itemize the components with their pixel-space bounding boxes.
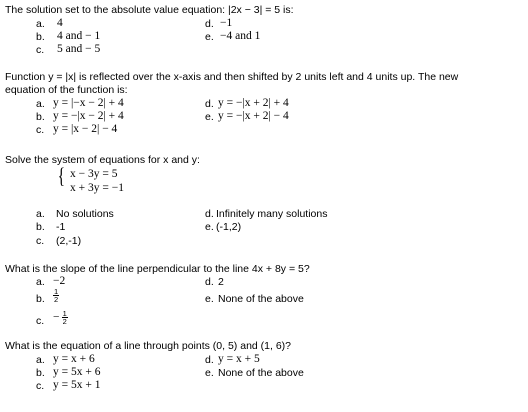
question-1-text: The solution set to the absolute value equation: |2x − 3| = 5 is:	[5, 4, 294, 16]
q4-option-b-fraction	[53, 288, 59, 303]
system-brace: {	[57, 163, 65, 188]
q1-option-a: 4	[57, 17, 63, 29]
question-2-text-line-1: Function y = |x| is reflected over the x-axis and then shifted by 2 units left and 4 units up. The new	[5, 71, 459, 83]
q4-option-a: −2	[53, 275, 66, 287]
q5-option-b: y = 5x + 6	[53, 366, 101, 378]
q4-option-c	[53, 310, 68, 325]
q4-option-c-letter: c.	[36, 315, 45, 327]
q4-option-c-numerator: 1	[62, 309, 67, 318]
q1-option-c-letter: c.	[36, 44, 45, 56]
q1-option-b-letter: b.	[36, 31, 45, 43]
q3-option-c-letter: c.	[36, 235, 45, 247]
q5-option-e-letter: e.	[205, 367, 214, 379]
q5-option-c-letter: c.	[36, 380, 45, 392]
q3-option-a: No solutions	[56, 208, 114, 220]
q2-option-b: y = −|x − 2| + 4	[53, 110, 124, 122]
q3-option-b-letter: b.	[36, 221, 45, 233]
q4-option-b-letter: b.	[36, 293, 45, 305]
q4-option-b-numerator: 1	[54, 287, 59, 296]
q2-option-a-letter: a.	[36, 98, 45, 110]
q5-option-d-letter: d.	[205, 354, 214, 366]
q4-option-a-letter: a.	[36, 276, 45, 288]
q2-option-d: y = −|x + 2| + 4	[218, 97, 289, 109]
q1-option-e: −4 and 1	[220, 30, 261, 42]
q4-option-e-letter: e.	[205, 293, 214, 305]
system-equation-2: x + 3y = −1	[70, 182, 124, 194]
q2-option-b-letter: b.	[36, 111, 45, 123]
q3-option-d-letter: d.	[205, 208, 214, 220]
q3-option-e-letter: e.	[205, 221, 214, 233]
q5-option-a-letter: a.	[36, 354, 45, 366]
q3-option-c: (2,-1)	[56, 235, 82, 247]
q3-option-d: Infinitely many solutions	[216, 208, 328, 220]
q4-option-d: 2	[218, 276, 224, 288]
q3-option-e: (-1,2)	[216, 221, 242, 233]
q4-option-d-letter: d.	[205, 276, 214, 288]
q1-option-b: 4 and − 1	[57, 30, 101, 42]
q2-option-e: y = −|x + 2| − 4	[218, 110, 289, 122]
q1-option-e-letter: e.	[205, 31, 214, 43]
q5-option-d: y = x + 5	[218, 353, 260, 365]
q4-option-c-fraction	[62, 310, 68, 325]
q1-option-d-letter: d.	[205, 18, 214, 30]
q5-option-a: y = x + 6	[53, 353, 95, 365]
q5-option-c: y = 5x + 1	[53, 379, 101, 391]
q4-option-c-denominator: 2	[62, 317, 67, 326]
question-2-text-line-2: equation of the function is:	[5, 84, 128, 96]
q4-option-e: None of the above	[218, 293, 304, 305]
question-4-text: What is the slope of the line perpendicular to the line 4x + 8y = 5?	[5, 263, 310, 275]
q2-option-a: y = |−x − 2| + 4	[53, 97, 124, 109]
q3-option-b: -1	[56, 221, 66, 233]
q1-option-c: 5 and − 5	[57, 43, 101, 55]
q4-option-c-prefix: −	[53, 311, 60, 324]
q4-option-b-denominator: 2	[54, 295, 59, 304]
q2-option-c-letter: c.	[36, 124, 45, 136]
q5-option-e: None of the above	[218, 367, 304, 379]
q2-option-e-letter: e.	[205, 111, 214, 123]
q3-option-a-letter: a.	[36, 208, 45, 220]
q2-option-d-letter: d.	[205, 98, 214, 110]
question-5-text: What is the equation of a line through points (0, 5) and (1, 6)?	[5, 340, 292, 352]
q5-option-b-letter: b.	[36, 367, 45, 379]
q4-option-b	[53, 288, 59, 303]
q1-option-d: −1	[220, 17, 233, 29]
q2-option-c: y = |x − 2| − 4	[53, 123, 118, 135]
question-3-text: Solve the system of equations for x and y:	[5, 154, 200, 166]
q1-option-a-letter: a.	[36, 18, 45, 30]
system-equation-1: x − 3y = 5	[70, 168, 118, 180]
